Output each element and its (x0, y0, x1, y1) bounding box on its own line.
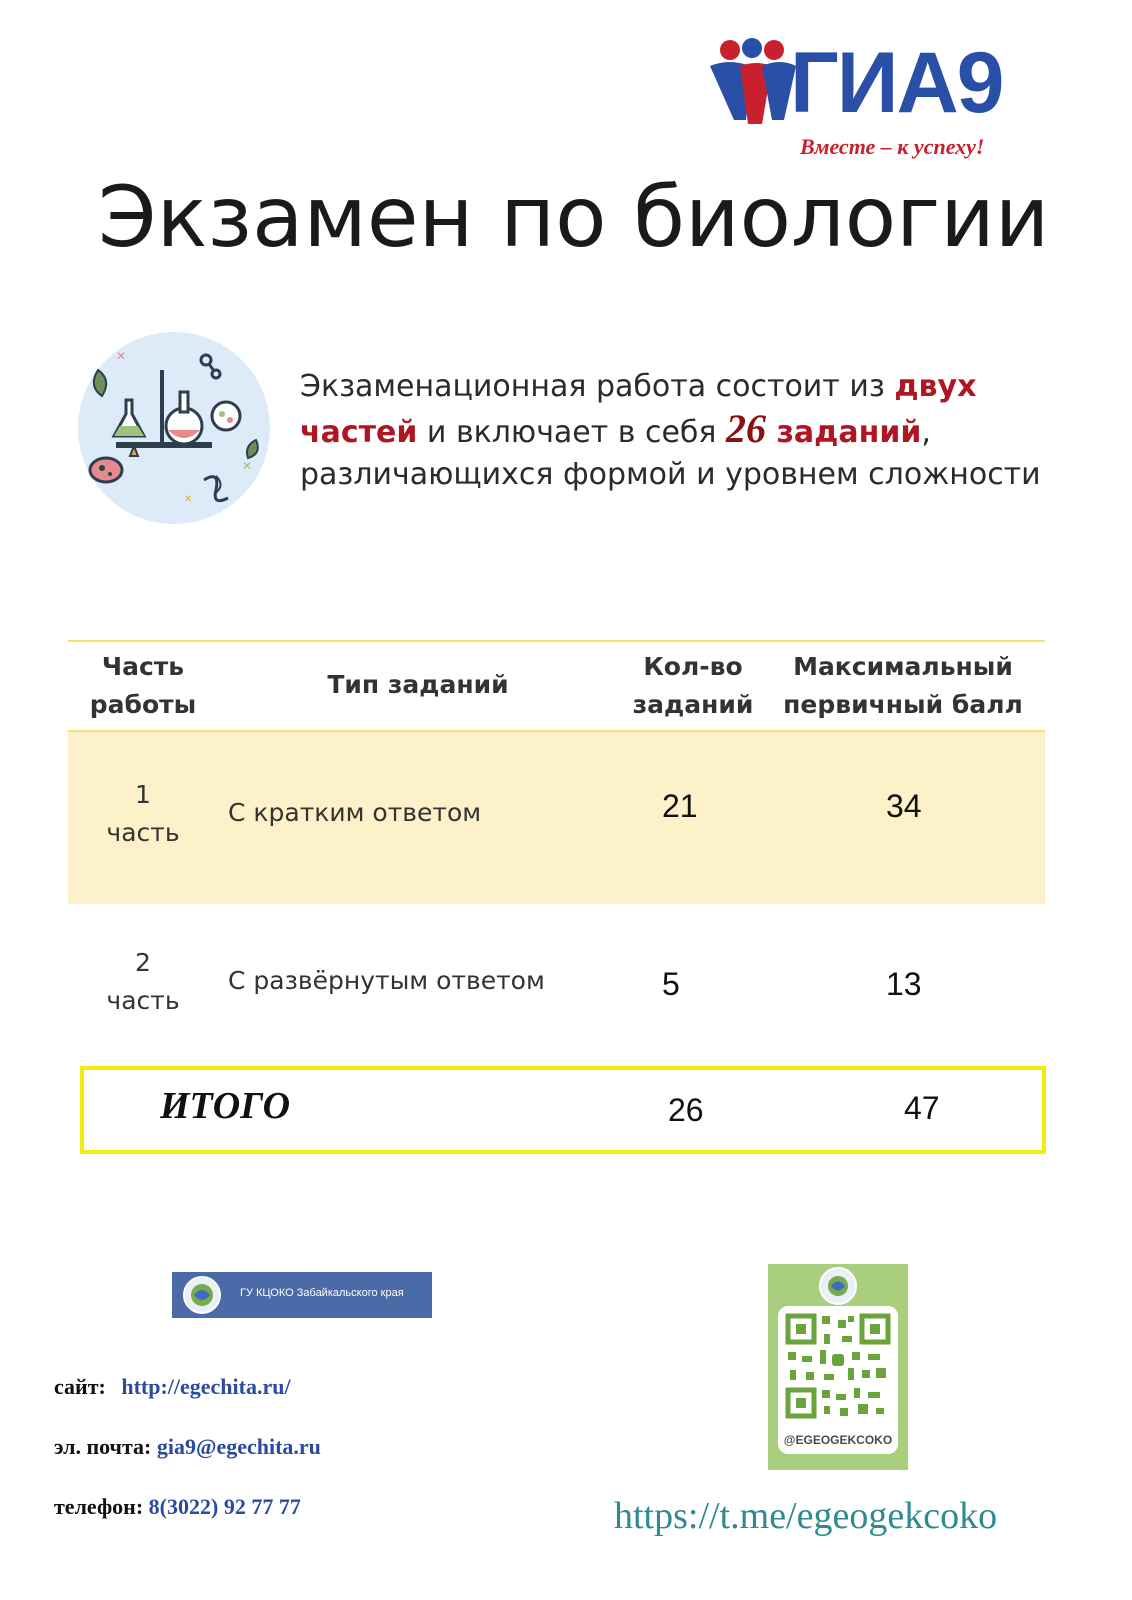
row-1-part (68, 776, 218, 852)
organization-badge-text: ГУ КЦОКО Забайкальского края (240, 1287, 404, 1299)
row-1-part-label: часть (106, 818, 180, 847)
header-count-line1: Кол-во (643, 652, 743, 681)
intro-highlight-number: 26 (726, 406, 767, 451)
row-2-part-label: часть (106, 986, 180, 1015)
intro-text-4: различающихся формой и уровнем сложности (300, 457, 1041, 492)
header-part-line1: Часть (101, 652, 185, 681)
row-1-type: С кратким ответом (228, 798, 482, 827)
qr-handle: @EGEOGEKCOKO (783, 1433, 893, 1447)
logo-text: ГИА9 (790, 35, 1003, 131)
header-count-line2: заданий (632, 690, 754, 719)
intro-highlight-tasks: заданий (766, 415, 922, 450)
header-max-line2: первичный балл (783, 690, 1023, 719)
header-type: Тип заданий (327, 670, 509, 699)
header-part (88, 648, 198, 724)
row-1-part-number: 1 (135, 780, 151, 809)
row-2-type: С развёрнутым ответом (228, 966, 545, 995)
phone-label: телефон: (54, 1494, 144, 1519)
svg-text:✕: ✕ (116, 349, 127, 363)
telegram-qr-code[interactable] (768, 1264, 908, 1470)
intro-text-1: Экзаменационная работа состоит из (300, 369, 895, 404)
contact-phone (54, 1494, 301, 1520)
chemistry-lab-illustration (76, 330, 272, 526)
table-top-rule (68, 640, 1045, 642)
svg-text:✕: ✕ (184, 494, 193, 505)
header-part-line2: работы (89, 690, 197, 719)
page-title: Экзамен по биологии (98, 168, 1050, 266)
total-label: ИТОГО (160, 1085, 291, 1127)
header-max-score (778, 648, 1028, 724)
svg-text:✕: ✕ (242, 459, 253, 473)
telegram-link[interactable]: https://t.me/egeogekcoko (614, 1495, 998, 1537)
row-2-part (68, 944, 218, 1020)
row-2-score: 13 (886, 966, 922, 1002)
logo-slogan: Вместе – к успеху! (800, 134, 985, 159)
contact-email (54, 1434, 321, 1460)
row-2-part-number: 2 (135, 948, 151, 977)
organization-emblem-icon (182, 1275, 222, 1315)
contact-site (54, 1374, 291, 1400)
email-link[interactable]: gia9@egechita.ru (156, 1434, 321, 1459)
header-count (628, 648, 758, 724)
site-label: сайт: (54, 1374, 106, 1399)
row-2-count: 5 (662, 966, 680, 1002)
header-max-line1: Максимальный (793, 652, 1013, 681)
site-link[interactable]: http://egechita.ru/ (121, 1374, 291, 1399)
row-1-count: 21 (662, 788, 698, 824)
intro-text-2: и включает в себя (417, 415, 727, 450)
intro-text-3: , (921, 415, 931, 450)
row-1-score: 34 (886, 788, 922, 824)
email-label: эл. почта: (54, 1434, 152, 1459)
exam-description (300, 366, 1060, 496)
total-count: 26 (668, 1092, 704, 1128)
intro-highlight-parts: двух частей (300, 369, 977, 450)
phone-number: 8(3022) 92 77 77 (148, 1494, 301, 1519)
total-score: 47 (904, 1090, 940, 1126)
